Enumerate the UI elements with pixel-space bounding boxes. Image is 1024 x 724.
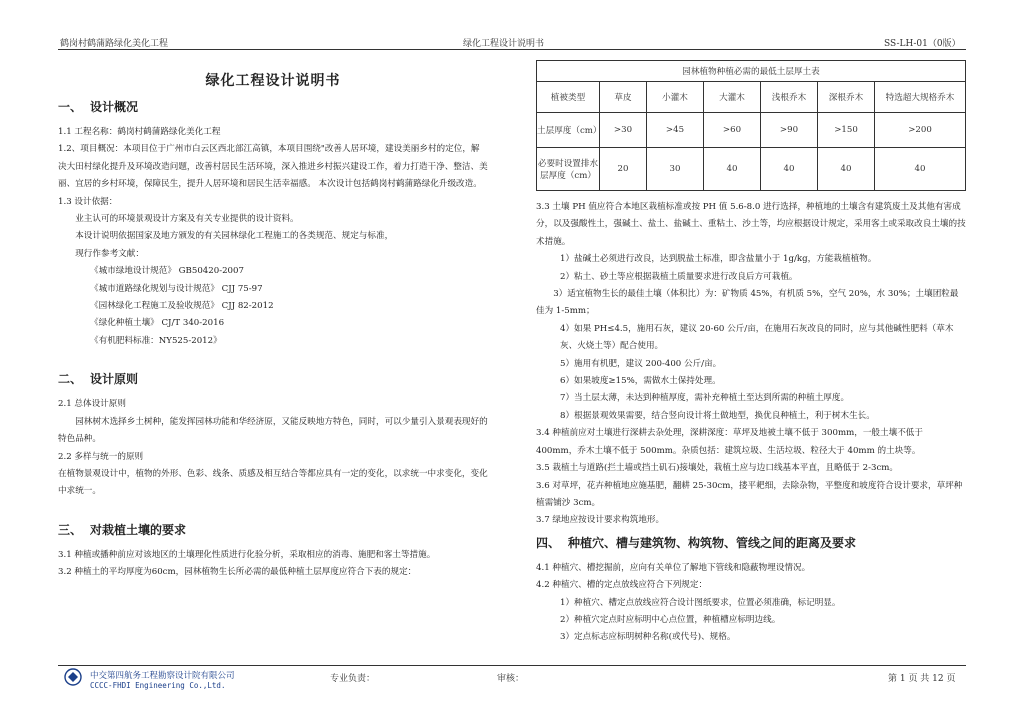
reference-item: 《城市道路绿化规划与设计规范》 CJJ 75-97 — [90, 283, 263, 294]
section-3-number: 三、 — [58, 522, 83, 537]
section-1-title: 设计概况 — [90, 100, 139, 114]
section-1-heading — [58, 98, 488, 115]
table-cell: 40 — [704, 148, 761, 191]
pit-list-item: 1）种植穴、槽定点放线应符合设计图纸要求，位置必须准确，标记明显。 — [560, 597, 841, 608]
terrain-paragraph: 3.7 绿地应按设计要求构筑地形。 — [536, 515, 665, 526]
company-name-cn: 中交第四航务工程勘察设计院有限公司 — [90, 671, 235, 681]
left-column — [58, 60, 488, 582]
principle-text-2: 在植物景观设计中，植物的外形、色彩、线条、质感及相互结合等都应具有一定的变化，以求统一中求变化，变化中求统一。 — [58, 468, 488, 497]
table-header-cell: 草皮 — [600, 82, 647, 113]
section-2-heading — [58, 370, 488, 387]
soil-list-item: 1）盐碱土必须进行改良，达到脱盐土标准，即含盐量小于 1g/kg，方能栽植植物。 — [560, 254, 877, 265]
soil-list-item: 7）当土层太薄，未达到种植厚度，需补充种植土至达到所需的种植土厚度。 — [560, 393, 850, 404]
table-header-cell: 小灌木 — [647, 82, 704, 113]
edge-paragraph: 3.5 栽植土与道路(拦土墙或挡土矶石)接壤处，栽植土应与边口线基本平直，且略低于 2-3cm。 — [536, 463, 899, 474]
footer-review-label: 审核： — [497, 674, 525, 684]
reference-item: 《园林绿化工程施工及验收规范》 CJJ 82-2012 — [90, 301, 274, 312]
table-cell: >90 — [761, 113, 818, 148]
pit-paragraph-4-1: 4.1 种植穴、槽挖掘前，应向有关单位了解地下管线和隐蔽物埋设情况。 — [536, 562, 811, 573]
soil-list-item: 6）如果坡度≥15%，需做水土保持处理。 — [560, 376, 721, 387]
soil-ph-paragraph: 3.3 土壤 PH 值应符合本地区栽植标准或按 PH 值 5.6-8.0 进行选择，种植地的土壤含有建筑废土及其他有害成分，以及强酸性土，强碱土、盐土、盐碱土、重粘土、沙土等，均应根据设计规定，采用客土或采取改良土壤的技术措施。 — [536, 202, 966, 247]
table-cell: 20 — [600, 148, 647, 191]
footer-divider — [58, 665, 966, 666]
pit-list-item: 3）定点标志应标明树种名称(或代号)、规格。 — [560, 632, 736, 643]
table-header-cell: 植被类型 — [537, 82, 600, 113]
soil-list-item: 2）粘土、砂土等应根据栽植土质量要求进行改良后方可栽植。 — [560, 271, 798, 282]
pit-list-item: 2）种植穴定点时应标明中心点位置，种植槽应标明边线。 — [560, 614, 781, 625]
design-basis-text-2: 本设计说明依据国家及地方颁发的有关园林绿化工程施工的各类规范、规定与标准， — [75, 231, 394, 242]
design-basis-text-3: 现行作参考文献： — [75, 248, 144, 259]
company-name-en: CCCC-FHDI Engineering Co.,Ltd. — [90, 681, 226, 690]
design-basis-text-1: 业主认可的环境景观设计方案及有关专业提供的设计资料。 — [75, 214, 299, 225]
reference-item: 《城市绿地设计规范》 GB50420-2007 — [90, 266, 244, 277]
pit-paragraph-4-2: 4.2 种植穴、槽的定点放线应符合下列规定： — [536, 580, 708, 591]
table-header-cell: 特选超大规格乔木 — [875, 82, 966, 113]
section-4-title: 种植穴、槽与建筑物、构筑物、管线之间的距离及要求 — [568, 535, 857, 550]
header-divider — [58, 49, 966, 50]
company-logo-icon — [64, 668, 82, 686]
project-name-line: 1.1 工程名称：鹤岗村鹤蒲路绿化美化工程 — [58, 127, 221, 137]
footer-lead-label: 专业负责： — [330, 674, 376, 684]
principle-text-1: 园林树木选择乡土树种，能发挥园林功能和华经济原，又能反映地方特色，同时，可以少量引入景观表现好的特色品种。 — [58, 416, 488, 445]
table-cell: 土层厚度（cm） — [537, 113, 600, 148]
design-basis-heading: 1.3 设计依据： — [58, 196, 118, 207]
header-doc-code: SS-LH-01（0版） — [884, 39, 961, 49]
table-cell: >45 — [647, 113, 704, 148]
table-header-cell: 浅根乔木 — [761, 82, 818, 113]
reference-item: 《有机肥料标准：NY525-2012》 — [90, 335, 222, 346]
table-cell: >60 — [704, 113, 761, 148]
table-cell: 必要时设置排水层厚度（cm） — [537, 148, 600, 191]
soil-list-item: 4）如果 PH≤4.5，施用石灰，建议 20-60 公斤/亩，在施用石灰改良的同时，应与其他碱性肥料（草木灰、火烧土等）配合使用。 — [560, 323, 954, 352]
soil-list-item: 5）施用有机肥，建议 200-400 公斤/亩。 — [560, 358, 722, 369]
header-doc-name: 绿化工程设计说明书 — [463, 39, 545, 49]
page-title: 绿化工程设计说明书 — [205, 73, 341, 89]
section-3-heading — [58, 521, 488, 538]
table-cell: 40 — [875, 148, 966, 191]
soil-depth-table — [536, 60, 966, 191]
table-header-cell: 大灌木 — [704, 82, 761, 113]
section-4-heading — [536, 534, 966, 551]
soil-requirement-3-1: 3.1 种植或播种前应对该地区的土壤理化性质进行化验分析，采取相应的消毒、施肥和客土等措施。 — [58, 549, 436, 560]
section-3-title: 对栽植土壤的要求 — [90, 522, 187, 537]
deep-tillage-paragraph: 3.4 种植前应对土壤进行深耕去杂处理，深耕深度：草坪及地被土壤不低于 300mm，一般土壤不低于 400mm，乔木土壤不低于 500mm。杂质包括：建筑垃圾、生活垃圾、粒径大于 40mm 的土块等。 — [536, 428, 923, 456]
page-number: 第 1 页 共 12 页 — [888, 674, 956, 684]
table-cell: >200 — [875, 113, 966, 148]
section-2-title: 设计原则 — [90, 372, 139, 387]
table-header-cell: 深根乔木 — [818, 82, 875, 113]
soil-list-item: 3）适宜植物生长的最佳土壤（体积比）为：矿物质 45%，有机质 5%，空气 20%，水 30%；土壤团粒最佳为 1-5mm； — [536, 289, 959, 317]
table-cell: 40 — [818, 148, 875, 191]
section-1-number: 一、 — [58, 100, 83, 114]
section-4-number: 四、 — [536, 535, 561, 550]
lawn-paragraph: 3.6 对草坪，花卉种植地应施基肥，翻耕 25-30cm，搂平耙细，去除杂物，平整度和坡度符合设计要求，草坪种植需铺沙 3cm。 — [536, 480, 963, 508]
table-cell: 30 — [647, 148, 704, 191]
table-cell: >30 — [600, 113, 647, 148]
header-project-name: 鹤岗村鹤蒲路绿化美化工程 — [60, 39, 169, 49]
section-2-number: 二、 — [58, 372, 83, 387]
principle-heading-1: 2.1 总体设计原则 — [58, 399, 126, 410]
right-column — [536, 60, 966, 647]
reference-item: 《绿化种植土壤》 CJ/T 340-2016 — [90, 318, 225, 329]
table-cell: >150 — [818, 113, 875, 148]
table-cell: 40 — [761, 148, 818, 191]
soil-requirement-3-2: 3.2 种植土的平均厚度为60cm，园林植物生长所必需的最低种植土层厚度应符合下表的规定： — [58, 567, 417, 578]
project-overview: 1.2、项目概况：本项目位于广州市白云区西北部江高镇，本项目围绕"改善人居环境，建设美丽乡村的定位，解决大田村绿化提升及环境改造问题，改善村居民生活环境，深入推进乡村振兴建设工作，着力打造干净、整洁、美丽、宜居的乡村环境，保障民生，提升人居环境和居民生活幸福感。 本次设计包括鹤岗村鹤蒲路绿化升级改造。 — [58, 144, 488, 190]
table-caption: 园林植物种植必需的最低土层厚土表 — [537, 61, 966, 82]
soil-list-item: 8）根据景观效果需要，结合竖向设计将土做地型，换优良种植土，利于树木生长。 — [560, 410, 875, 421]
principle-heading-2: 2.2 多样与统一的原则 — [58, 451, 144, 462]
